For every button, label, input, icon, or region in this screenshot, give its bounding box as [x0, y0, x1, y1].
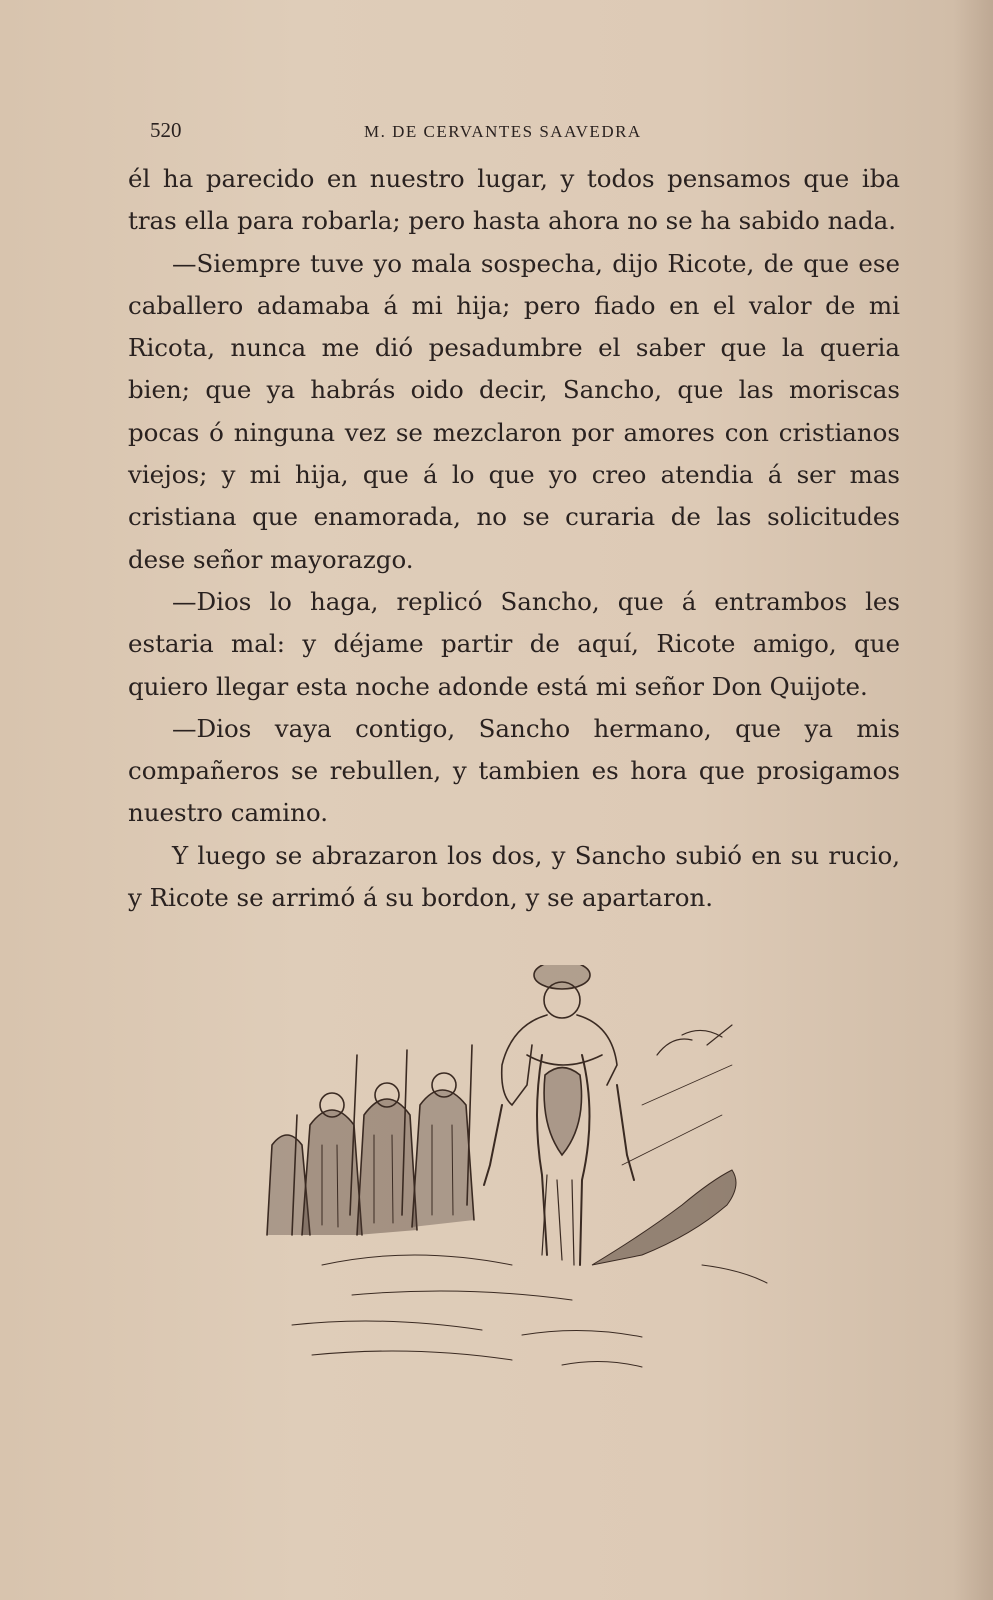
- sancho-on-donkey-illustration: [262, 965, 782, 1395]
- paragraph: Y luego se abrazaron los dos, y Sancho subió en su rucio, y Ricote se arrimó á su bordon, y se apartaron.: [128, 840, 900, 913]
- paragraph: —Siempre tuve yo mala sospecha, dijo Ricote, de que ese caballero adamaba á mi hija; pero fiado en el valor de mi Ricota, nunca me dió pesadumbre el saber que la queria bien; que ya habrás oido decir, Sancho, que las moriscas pocas ó ninguna vez se mezclaron por amores con cristianos viejos; y mi hija, que á lo que yo creo atendia á ser mas cristiana que enamorada, no se curaria de las solicitudes dese señor mayorazgo.: [128, 248, 900, 574]
- running-title: M. DE CERVANTES SAAVEDRA: [364, 122, 642, 141]
- paragraph: —Dios lo haga, replicó Sancho, que á entrambos les estaria mal: y déjame partir de aquí, Ricote amigo, que quiero llegar esta noche adonde está mi señor Don Quijote.: [128, 586, 900, 701]
- paragraph: él ha parecido en nuestro lugar, y todos pensamos que iba tras ella para robarla; pero hasta ahora no se ha sabido nada.: [128, 164, 900, 236]
- body-text: [128, 158, 900, 919]
- running-head: [130, 118, 900, 148]
- page-number: 520: [150, 118, 182, 142]
- paragraph: —Dios vaya contigo, Sancho hermano, que ya mis compañeros se rebullen, y tambien es hora que prosigamos nuestro camino.: [128, 713, 900, 828]
- pilgrims-group: [267, 1045, 474, 1235]
- sancho-figure: [484, 965, 634, 1265]
- page-edge-shadow: [953, 0, 993, 1600]
